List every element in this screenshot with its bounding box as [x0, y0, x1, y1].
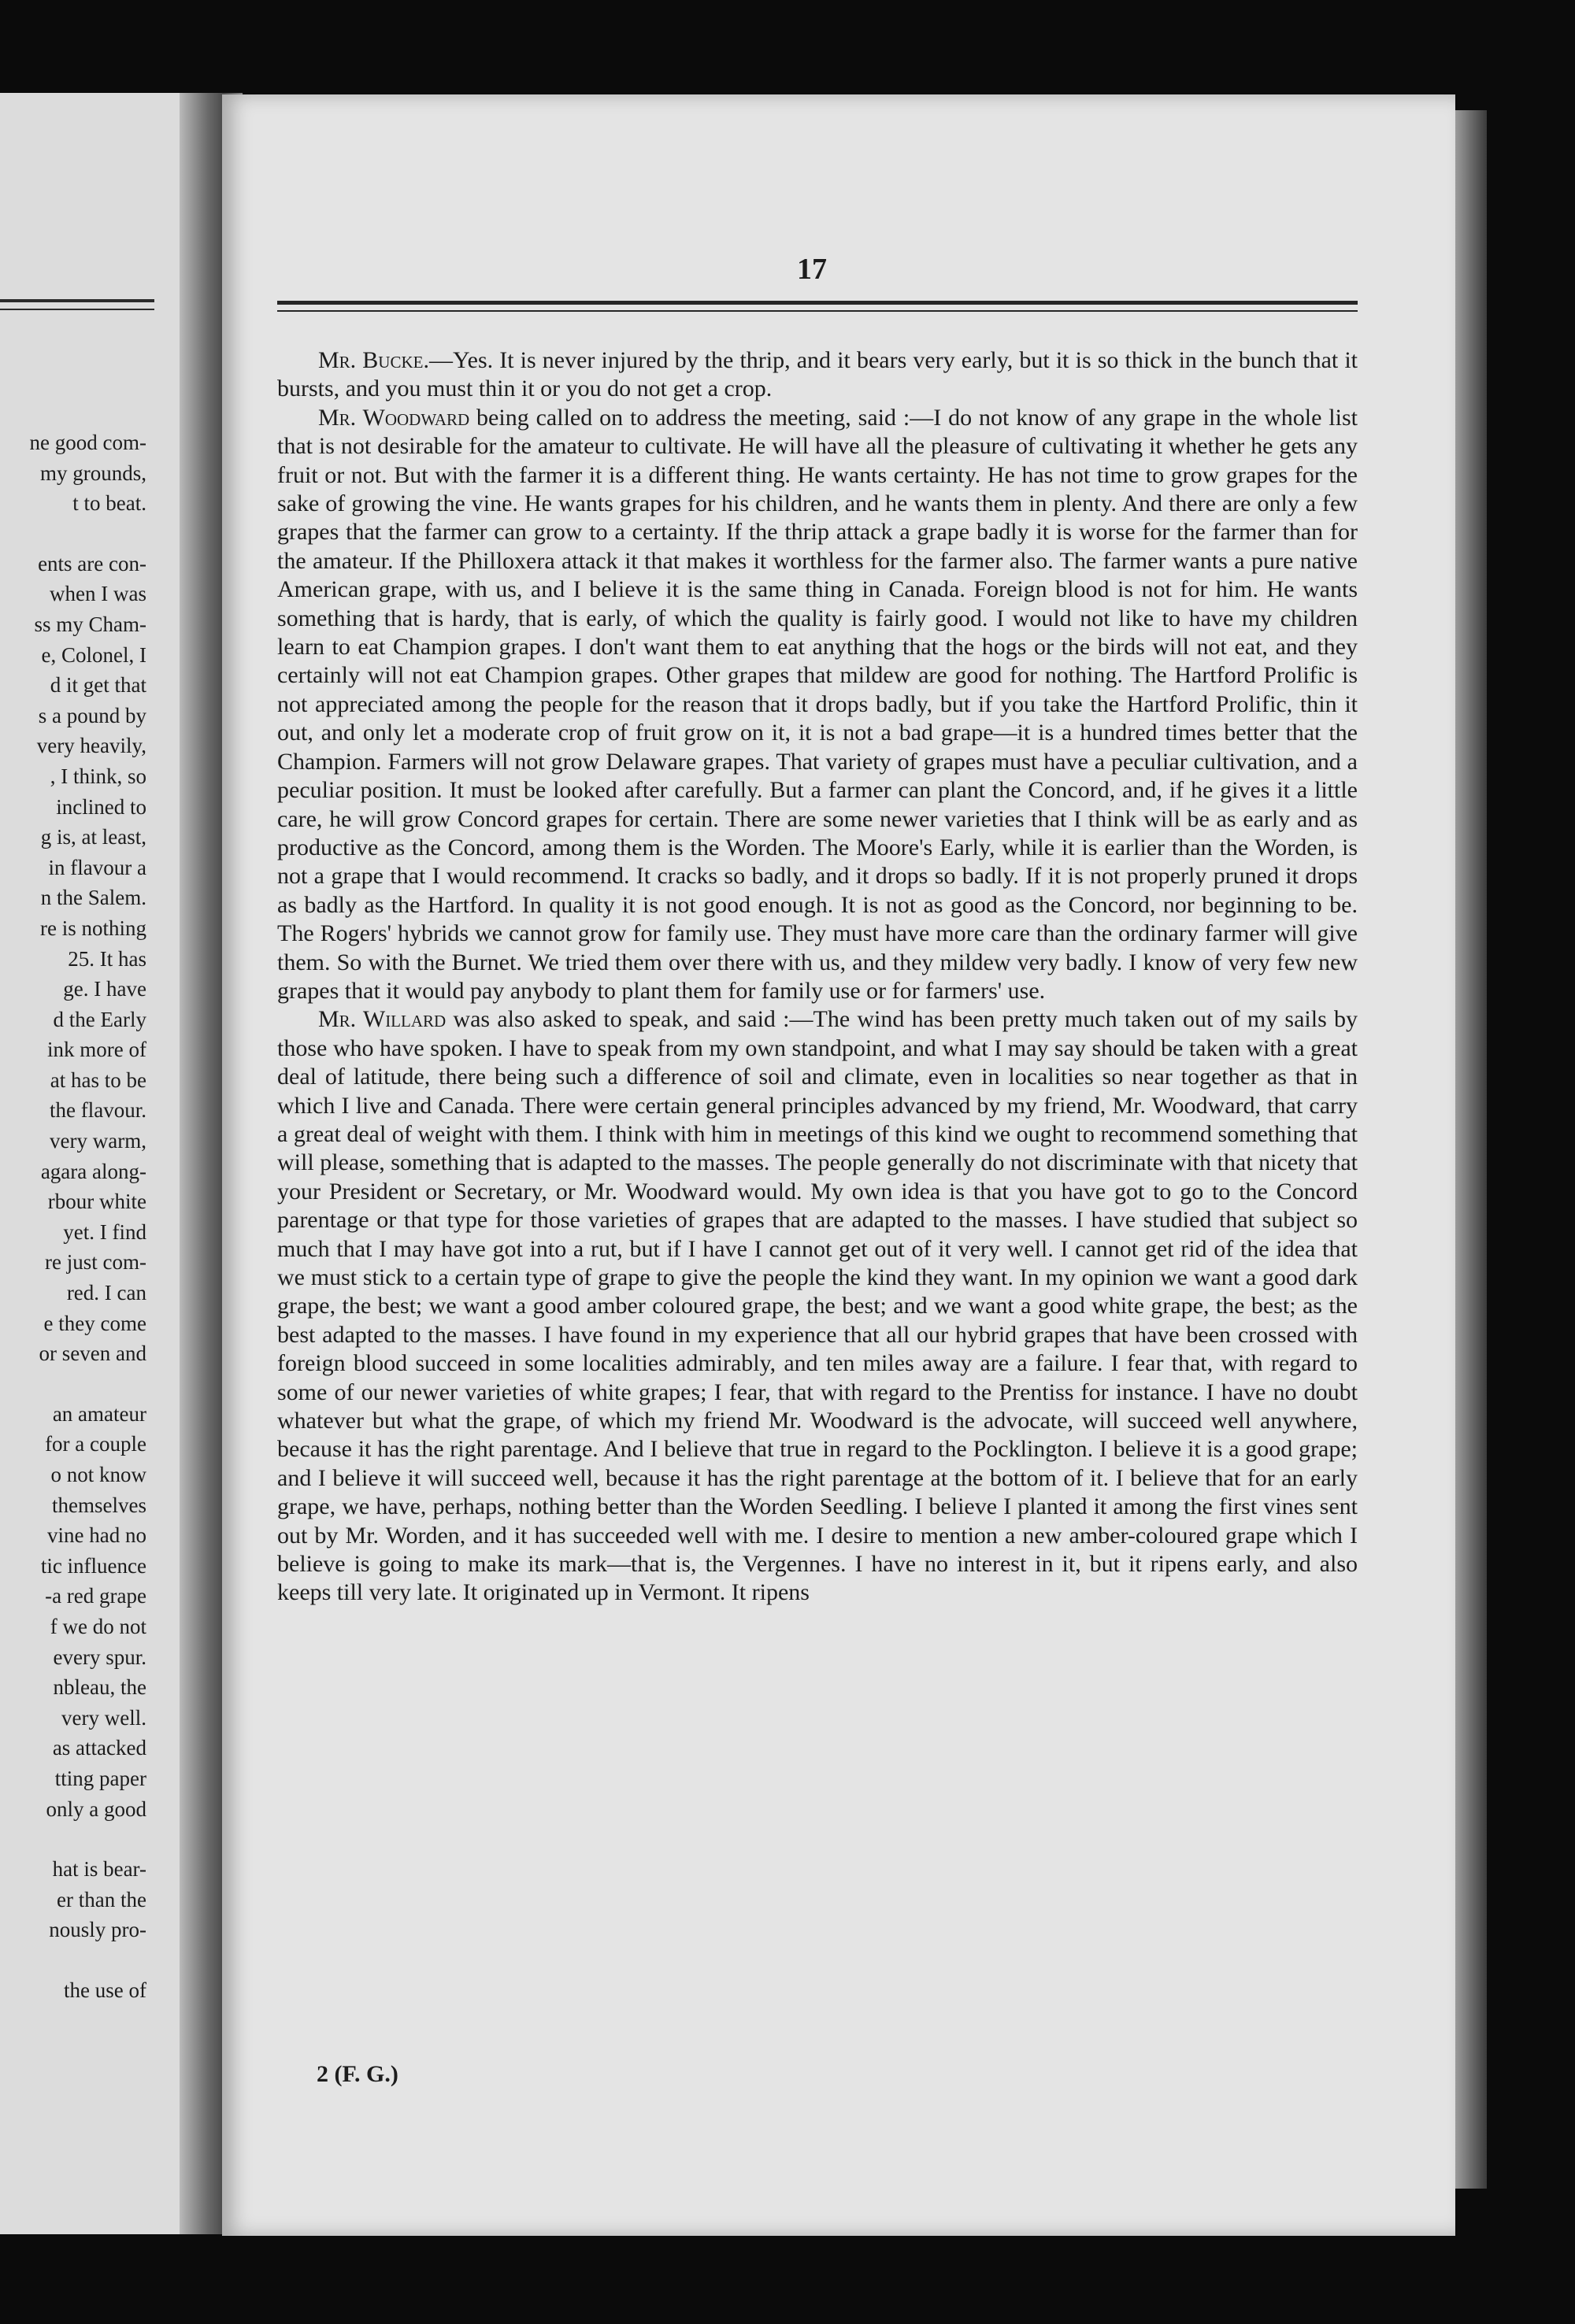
left-line: vine had no — [47, 1523, 146, 1548]
page-number: 17 — [797, 253, 827, 286]
left-line: ink more of — [47, 1038, 146, 1062]
left-line: yet. I find — [63, 1219, 146, 1244]
left-line: nbleau, the — [53, 1675, 146, 1700]
left-line: when I was — [50, 582, 146, 606]
left-line: f we do not — [50, 1614, 146, 1638]
left-line: or seven and — [39, 1341, 146, 1366]
left-line: er than the — [57, 1887, 146, 1911]
speaker-name: Mr. Bucke. — [318, 347, 429, 373]
left-line: o not know — [50, 1463, 146, 1486]
left-line: very warm, — [50, 1129, 146, 1153]
left-line: -a red grape — [45, 1584, 146, 1608]
left-line: inclined to — [56, 794, 146, 819]
left-line: t to beat. — [72, 491, 146, 516]
left-line: re is nothing — [40, 916, 146, 940]
left-line: s a pound by — [38, 703, 146, 727]
left-line: ss my Cham- — [34, 612, 146, 636]
left-line: as attacked — [52, 1736, 146, 1760]
left-line: d the Early — [53, 1007, 146, 1031]
left-line: d it get that — [50, 673, 146, 698]
left-line: very well. — [61, 1705, 146, 1730]
left-line: an amateur — [52, 1401, 146, 1426]
speaker-name: Mr. Woodward — [318, 404, 470, 431]
left-line: my grounds, — [40, 461, 146, 485]
left-line: tic influence — [40, 1553, 146, 1578]
left-line: themselves — [52, 1493, 146, 1517]
left-line: n the Salem. — [40, 886, 146, 910]
left-line: hat is bear- — [52, 1857, 146, 1882]
header-rule-thin — [277, 310, 1358, 312]
left-line: red. I can — [66, 1281, 146, 1305]
paragraph-text: being called on to address the meeting, said :—I do not know of any grape in the whole list that is not desirable for the amateur to cultivate. He will have all the pleasure of cultivating it whether he gets any fruit or not. But with the farmer it is a different thing. He wants certainty. He has not time to grow grapes for the sake of growing the vine. He wants grapes for his children, and he wants them in plenty. And there are only a few grapes that the farmer can grow to a certainty. If the thrip attack a grape badly it is worse for the farmer than for the amateur. If the Philloxera attack it that makes it worthless for the farmer also. The farmer wants a pure native American grape, with us, and I believe it is the same thing in Canada. Foreign blood is not for him. He wants something that is hardy, that is early, of which the quality is fairly good. I would not like to have my children learn to eat Champion grapes. I don't want them to eat anything that the hogs or the birds will not eat, and they certainly will not eat Champion grapes. Other grapes that mildew are good for nothing. The Hartford Prolific is not appreciated among the people for the reason that it drops badly, but if you take the Hartford Prolific, thin it out, and only let a moderate crop of fruit grow on it, it is not a bad grape—it is a hundred times better that the Champion. Farmers will not grow Delaware grapes. That variety of grapes must have a peculiar cultivation, and a peculiar position. It must be looked after carefully. But a farmer can plant the Concord, and, if he gives it a little care, he will grow Concord grapes for certain. There are some newer varieties that I think will be as early and as productive as the Concord, among them is the Worden. The Moore's Early, while it is earlier than the Worden, is not a grape that I would recommend. It cracks so badly, and it drops so badly. If it is not properly pruned it drops as badly as the Hartford. In quality it is not good enough. It is not as good as the Concord, nor beginning to be. The Rogers' hybrids we cannot grow for family use. They must have more care than the ordinary farmer will give them. So with the Burnet. We tried them over there with us, and they mildew very badly. I know of very few new grapes that it would pay anybody to plant them for family use or for farmers' use. — [277, 404, 1358, 1004]
left-line: ents are con- — [38, 551, 146, 575]
left-line: tting paper — [54, 1766, 146, 1790]
header-rule — [277, 301, 1358, 305]
left-header-rule-thin — [0, 309, 154, 310]
left-line: g is, at least, — [40, 825, 146, 849]
left-line: ge. I have — [63, 977, 146, 1001]
left-line: , I think, so — [50, 764, 146, 788]
signature-mark: 2 (F. G.) — [317, 2061, 398, 2087]
left-line: nously pro- — [49, 1918, 146, 1942]
left-line: re just com- — [45, 1250, 146, 1275]
left-line: for a couple — [45, 1432, 146, 1456]
paragraph-text: was also asked to speak, and said :—The wind has been pretty much taken out of my sails by those who have spoken. I have to speak from my own standpoint, and what I may say should be taken with a great deal of latitude, there being such a difference of soil and climate, even in localities so near together as that in which I live and Canada. There were certain general principles advanced by my friend, Mr. Woodward, that carry a great deal of weight with them. I think with him in meetings of this kind we ought to recommend something that will please, something that is adapted to the masses. The people generally do not discriminate with that nicety that your President or Secretary, or Mr. Woodward would. My own idea is that you have got to go to the Concord parentage or that type for those varieties of grapes that are adapted to the masses. I have studied that subject so much that I may have got into a rut, but if I have I cannot get out of it very well. I cannot get rid of the idea that we must stick to a certain type of grape to give the people the kind they want. In my opinion we want a good dark grape, the best; we want a good amber coloured grape, the best; and we want a good white grape, the best; as the best adapted to the masses. I have found in my experience that all our hybrid grapes that have been crossed with foreign blood succeed in some localities admirably, and ten miles away are a failure. I fear that, with regard to some of our newer varieties of white grapes; I fear, that with regard to the Prentiss for instance. I have no doubt whatever but what the grape, of which my friend Mr. Woodward is the advocate, will succeed well anywhere, because it has the right parentage. And I believe that true in regard to the Pocklington. I believe it is a good grape; and I believe it will succeed well, because it has the right parentage at the bottom of it. I believe that for an early grape, we have, perhaps, nothing better than the Worden Seedling. I believe I planted it among the first vines sent out by Mr. Worden, and it has succeeded well with me. I desire to mention a new amber-coloured grape which I believe is going to make its mark—that is, the Vergennes. I have no interest in it, but it ripens early, and also keeps till very late. It originated up in Vermont. It ripens — [277, 1006, 1358, 1606]
left-line: e they come — [43, 1311, 146, 1335]
left-line: 25. It has — [68, 946, 146, 971]
left-header-rule — [0, 299, 154, 302]
left-line: the use of — [64, 1978, 146, 2002]
left-page-text — [0, 427, 146, 2006]
left-line: in flavour a — [48, 855, 146, 879]
left-line: every spur. — [53, 1645, 146, 1669]
left-line: e, Colonel, I — [41, 642, 146, 667]
paragraph-bucke — [277, 346, 1358, 404]
page-body — [277, 346, 1358, 1608]
left-line: ne good com- — [29, 431, 146, 454]
paragraph-willard — [277, 1005, 1358, 1608]
paragraph-woodward — [277, 404, 1358, 1006]
left-line: the flavour. — [50, 1098, 146, 1123]
left-line: agara along- — [40, 1159, 146, 1183]
speaker-name: Mr. Willard — [318, 1006, 447, 1033]
paragraph-text: —Yes. It is never injured by the thrip, and it bears very early, but it is so thick in the bunch that it bursts, and you must thin it or you do not get a crop. — [277, 347, 1358, 402]
page-edge-shadow — [1455, 110, 1487, 2189]
left-page-fragment — [0, 93, 206, 2234]
left-line: at has to be — [50, 1068, 146, 1092]
left-line: very heavily, — [36, 734, 146, 758]
left-line: only a good — [46, 1797, 146, 1821]
left-line: rbour white — [47, 1190, 146, 1214]
